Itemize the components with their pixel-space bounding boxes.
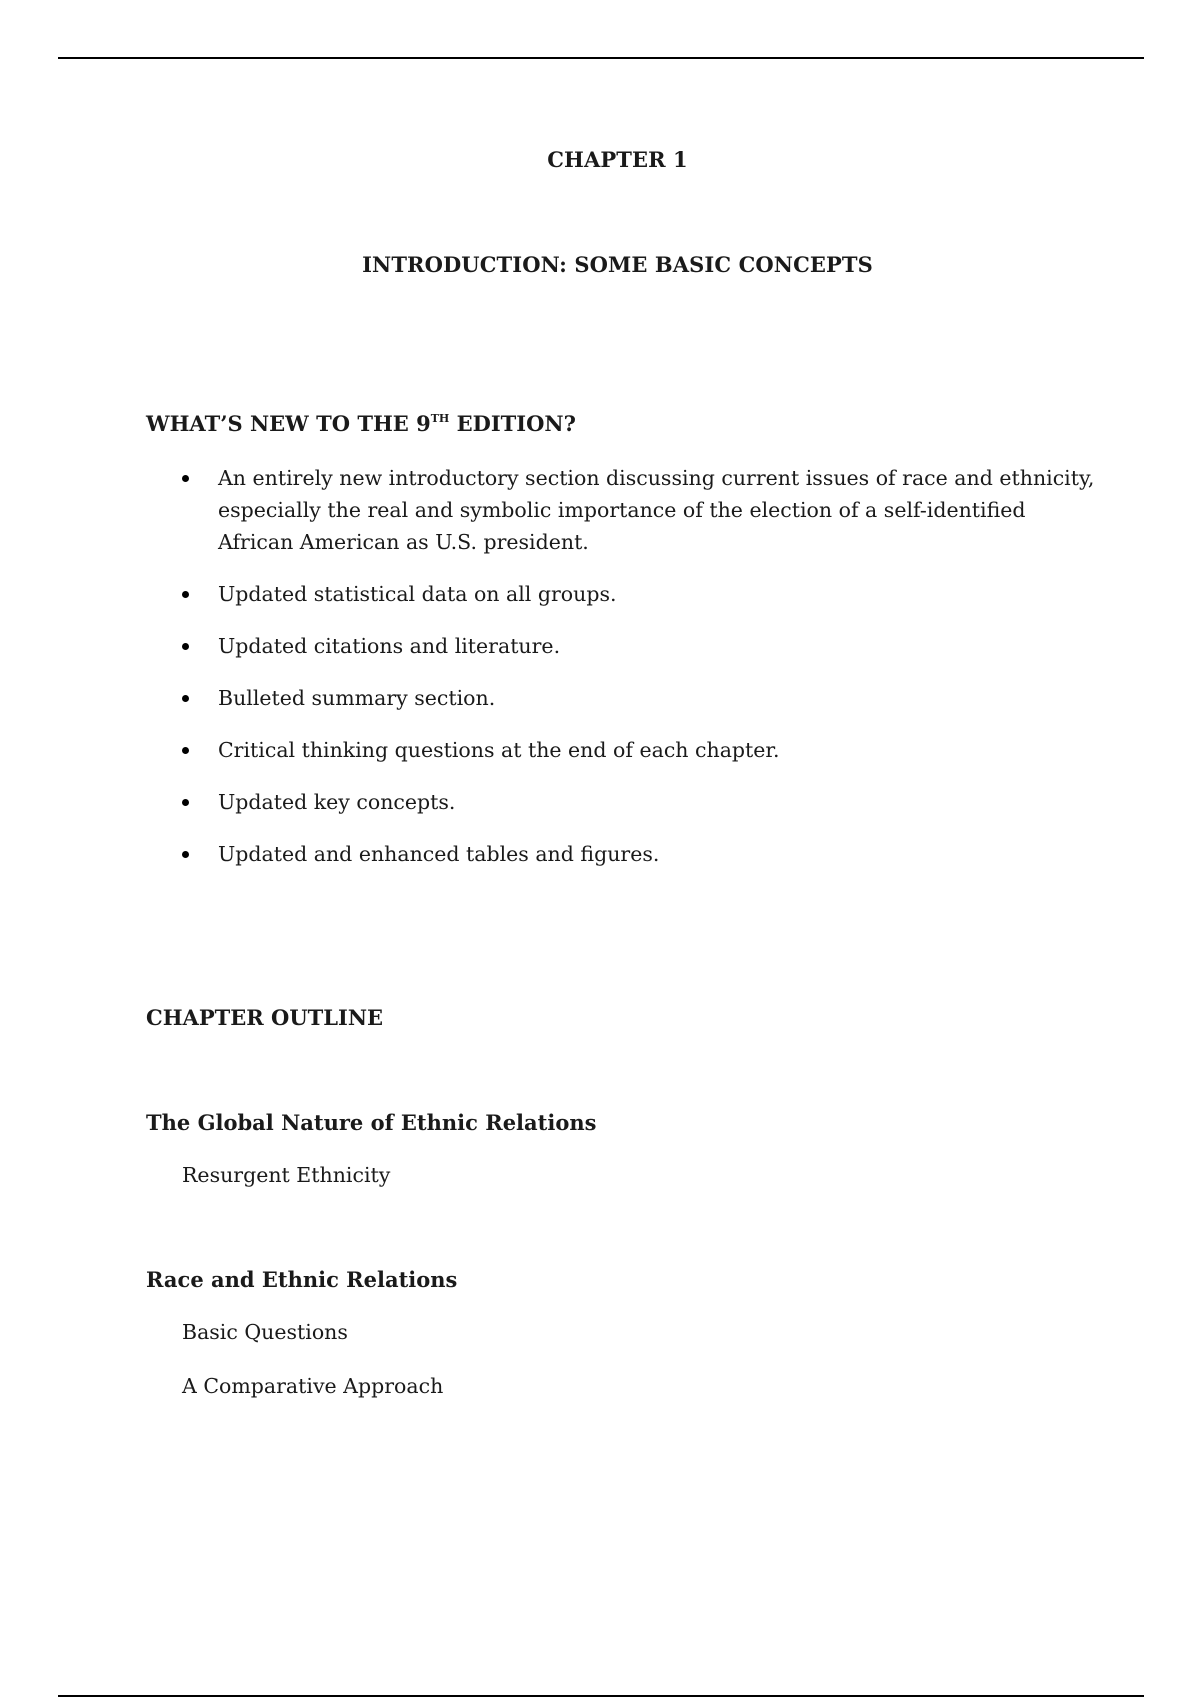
list-item (0, 630, 1098, 662)
bullet-icon (182, 591, 189, 598)
list-item-text: Critical thinking questions at the end of each chapter. (218, 738, 780, 762)
chapter-outline-heading: CHAPTER OUTLINE (146, 1005, 384, 1030)
chapter-title: INTRODUCTION: SOME BASIC CONCEPTS (362, 252, 873, 277)
bottom-rule (58, 1695, 1144, 1697)
list-item (0, 734, 1098, 766)
outline-subitem: Basic Questions (182, 1320, 348, 1344)
list-item-text: Updated key concepts. (218, 790, 456, 814)
whats-new-heading-suffix: EDITION? (449, 411, 576, 436)
list-item-text: Updated citations and literature. (218, 634, 561, 658)
bullet-icon (182, 747, 189, 754)
whats-new-heading-prefix: WHAT’S NEW TO THE 9 (146, 411, 431, 436)
outline-subitem: Resurgent Ethnicity (182, 1163, 391, 1187)
chapter-number: CHAPTER 1 (547, 147, 688, 172)
list-item (0, 682, 1098, 714)
outline-subitem: A Comparative Approach (182, 1374, 444, 1398)
whats-new-list (0, 462, 1200, 890)
list-item (0, 462, 1098, 558)
bullet-icon (182, 695, 189, 702)
whats-new-heading-superscript: TH (430, 412, 450, 425)
list-item-text: Bulleted summary section. (218, 686, 496, 710)
bullet-icon (182, 475, 189, 482)
list-item (0, 578, 1098, 610)
top-rule (58, 57, 1144, 59)
outline-group-title: The Global Nature of Ethnic Relations (146, 1110, 597, 1135)
bullet-icon (182, 799, 189, 806)
list-item-text: Updated statistical data on all groups. (218, 582, 617, 606)
outline-group-title: Race and Ethnic Relations (146, 1267, 458, 1292)
list-item (0, 786, 1098, 818)
list-item-text: An entirely new introductory section discussing current issues of race and ethnicity, especially the real and symbolic importance of the election of a self-identified African American as U.S. president. (218, 466, 1095, 554)
bullet-icon (182, 643, 189, 650)
list-item-text: Updated and enhanced tables and figures. (218, 842, 660, 866)
whats-new-heading (146, 411, 576, 436)
bullet-icon (182, 851, 189, 858)
list-item (0, 838, 1098, 870)
